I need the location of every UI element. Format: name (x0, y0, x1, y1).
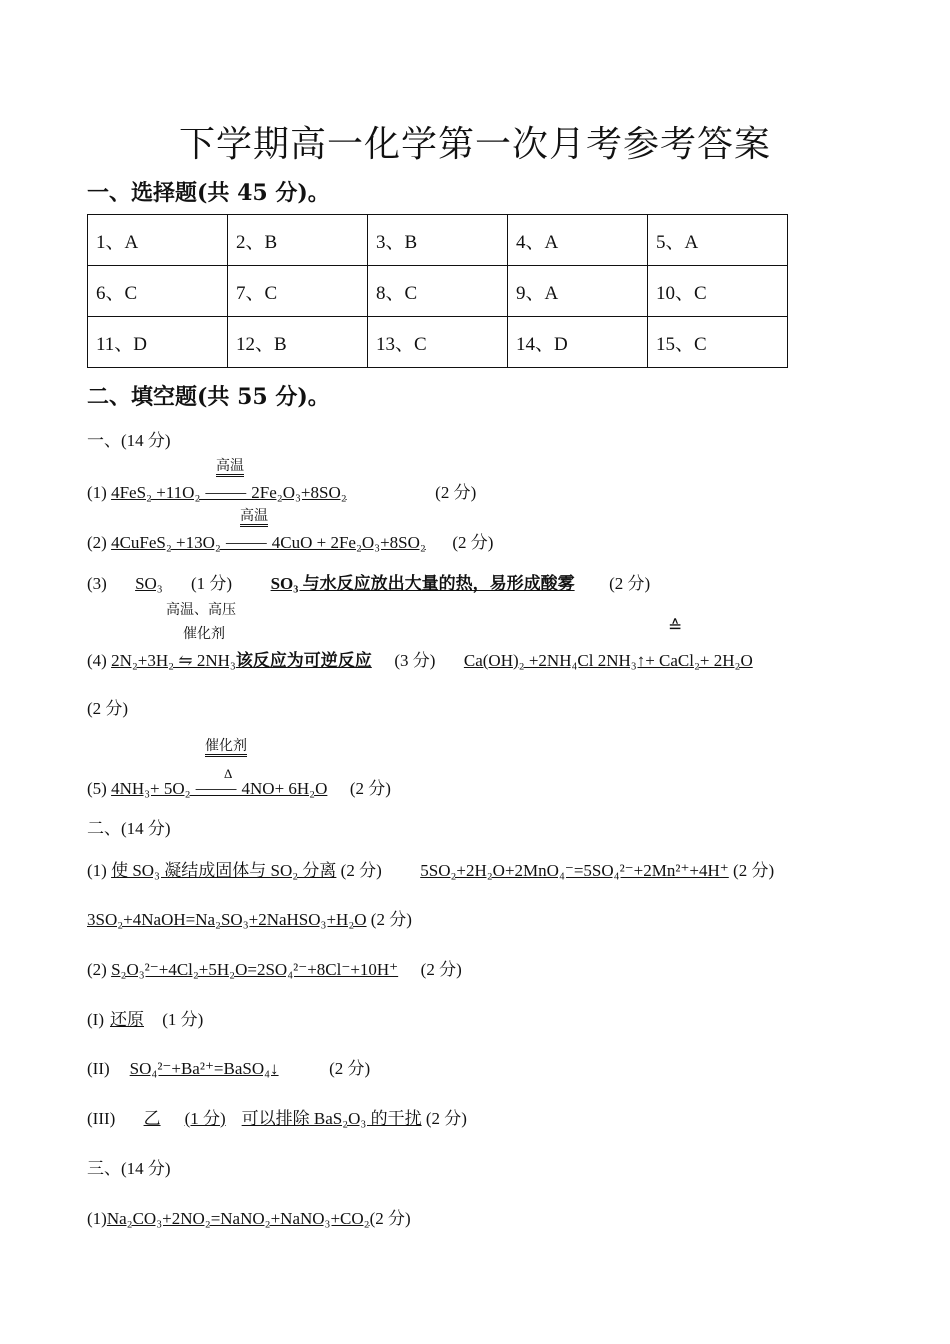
answer-cell: 10、C (648, 266, 788, 317)
q1-p2-score: (2 分) (452, 533, 494, 552)
q2-p1-score3: (2 分) (370, 910, 412, 929)
q2-ii-label: (II) (87, 1059, 110, 1078)
q1-p2-equation: 4CuFeS₂ +13O₂ ⸻ 4CuO + 2Fe₂O₃+8SO₂ (111, 533, 426, 552)
q1-p4-label: (4) (87, 651, 107, 670)
q1-p5-equation: 4NH₃+ 5O₂ ⸻ 4NO+ 6H₂O (111, 779, 328, 798)
q2-p1-equation: 5SO₂+2H₂O+2MnO₄⁻=5SO₄²⁻+2Mn²⁺+4H⁺ (420, 861, 729, 880)
q3-label: 三、(14 分) (87, 1159, 171, 1178)
q2-label: 二、(14 分) (87, 819, 171, 838)
condition-high-temp: 高温 (240, 508, 268, 527)
q2-i-answer: 还原 (109, 1010, 144, 1029)
q2-iii-answer: 乙 (143, 1109, 161, 1128)
q1-p3-answer: SO₃ (135, 574, 163, 593)
q1-p1-equation: 4FeS₂ +11O₂ ⸻ 2Fe₂O₃+8SO₂ (111, 483, 347, 502)
q2-p1-score2: (2 分) (733, 861, 775, 880)
q1-p2-label: (2) (87, 533, 107, 552)
q2-p1-answer: 使 SO₃ 凝结成固体与 SO₂ 分离 (111, 861, 337, 880)
q2-iii-score: (1 分) (184, 1109, 226, 1128)
q1-p5-label: (5) (87, 779, 107, 798)
q1-p1-score: (2 分) (435, 483, 477, 502)
q2-iii-score2: (2 分) (425, 1109, 467, 1128)
q2-p2-score: (2 分) (420, 960, 462, 979)
answer-cell: 4、A (508, 215, 648, 266)
answer-cell: 11、D (88, 317, 228, 368)
answer-cell: 12、B (228, 317, 368, 368)
condition-high-temp: 高温 (216, 458, 244, 477)
answer-cell: 2、B (228, 215, 368, 266)
delta-symbol: ≙ (668, 617, 683, 636)
q2-i-score: (1 分) (162, 1010, 204, 1029)
q1-p3-score: (1 分) (191, 574, 233, 593)
q3-p1-score: (2 分) (369, 1209, 411, 1228)
answer-cell: 15、C (648, 317, 788, 368)
q3-p1-label: (1) (87, 1209, 107, 1228)
answer-cell: 5、A (648, 215, 788, 266)
condition-catalyst: 催化剂 (205, 738, 247, 757)
q1-p3-score2: (2 分) (609, 574, 651, 593)
page-title: 下学期高一化学第一次月考参考答案 (178, 124, 771, 165)
answer-cell: 1、A (88, 215, 228, 266)
q2-ii-answer: SO₄²⁻+Ba²⁺=BaSO₄↓ (129, 1059, 279, 1078)
q3-p1-equation: Na₂CO₃+2NO₂=NaNO₂+NaNO₃+CO₂ (106, 1209, 370, 1228)
q2-iii-reason: 可以排除 BaS₂O₃ 的干扰 (241, 1109, 422, 1128)
q2-iii-label: (III) (87, 1109, 116, 1128)
answer-cell: 9、A (508, 266, 648, 317)
q1-p1-label: (1) (87, 483, 107, 502)
q1-label: 一、(14 分) (87, 431, 171, 450)
q2-p1-equation2: 3SO₂+4NaOH=Na₂SO₃+2NaHSO₃+H₂O (87, 910, 367, 929)
answer-cell: 8、C (368, 266, 508, 317)
q2-p2-equation: S₂O₃²⁻+4Cl₂+5H₂O=2SO₄²⁻+8Cl⁻+10H⁺ (111, 960, 399, 979)
q1-p4-note: 该反应为可逆反应 (235, 651, 372, 670)
answer-cell: 3、B (368, 215, 508, 266)
delta-symbol: Δ (224, 766, 233, 781)
q1-p4-equation2: Ca(OH)₂ +2NH₄Cl 2NH₃↑+ CaCl₂+ 2H₂O (463, 651, 753, 670)
q2-p1-score: (2 分) (340, 861, 382, 880)
condition-catalyst: 催化剂 (183, 626, 225, 642)
section-heading-fill: 二、填空题(共 55 分)。 (87, 384, 330, 410)
q1-p4-score: (3 分) (394, 651, 436, 670)
q1-p4-score2: (2 分) (87, 699, 129, 718)
condition-high-temp-pressure: 高温、高压 (166, 602, 236, 618)
q1-p5-score: (2 分) (349, 779, 391, 798)
answer-cell: 13、C (368, 317, 508, 368)
answer-cell: 14、D (508, 317, 648, 368)
answer-cell: 7、C (228, 266, 368, 317)
answer-table (87, 214, 788, 368)
q2-p1-label: (1) (87, 861, 107, 880)
q1-p3-reason: SO₃ 与水反应放出大量的热，易形成酸雾 (270, 574, 575, 593)
q2-p2-label: (2) (87, 960, 107, 979)
q1-p4-equation: 2N₂+3H₂ ⇋ 2NH₃ (111, 651, 236, 670)
q2-i-label: (I) (87, 1010, 104, 1029)
q1-p3-label: (3) (87, 574, 107, 593)
section-heading-choice: 一、选择题(共 45 分)。 (87, 180, 330, 206)
q2-ii-score: (2 分) (329, 1059, 371, 1078)
answer-cell: 6、C (88, 266, 228, 317)
